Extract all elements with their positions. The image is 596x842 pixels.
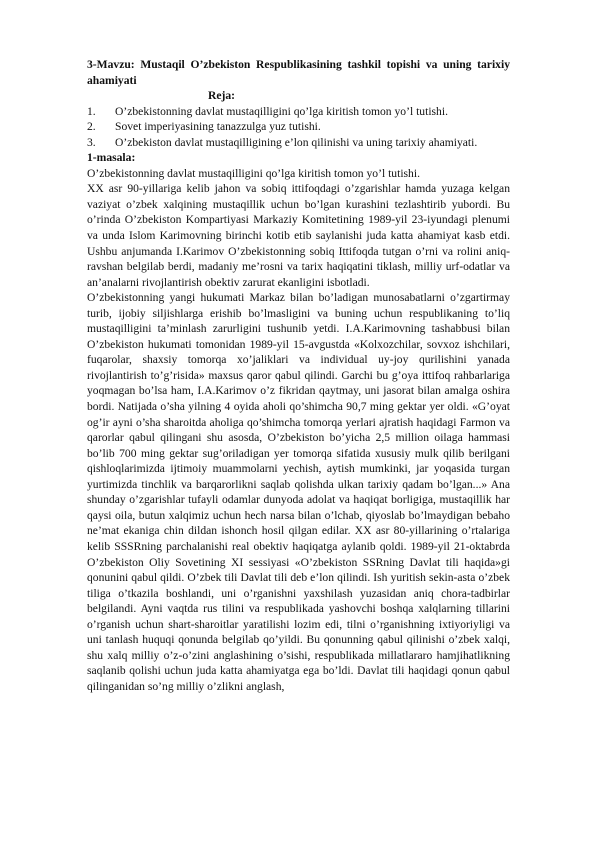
body-paragraph: O’zbekistonning yangi hukumati Markaz bilan bo’ladigan munosabatlarni o’zgartirmay turib, ijobiy siljishlarga erishib bo’lmasligini va buning uchun respublikaning to’liq mustaqilligini ta’minlash zarurligini tushunib yetdi. I.A.Karimovning tashabbusi bilan O’zbekiston hukumati tomonidan 1989-yil 15-avgustda «Kolxozchilar, sovxoz ishchilari, fuqarolar, shaxsiy tomorqa xo’jaliklari va individual uy-joy qurilishini yanada rivojlantirish to’g’risida» maxsus qaror qabul qilindi. Garchi bu g’oya ittifoq rahbarlariga yoqmagan bo’lsa ham, I.A.Karimov o’z fikridan qaytmay, uni jasorat bilan amalga oshira bordi. Natijada o’sha yilning 4 oyida aholi qo’shimcha 90,7 ming gektar yer oldi. «G’oyat og’ir ayni o’sha sharoitda aholiga qo’shimcha tomorqa yerlari ajratish haqidagi Farmon va qarorlar qabul qilingani shu asosda, O’zbekiston bo’yicha 2,5 million oilaga hammasi bo’lib 700 ming gektar sug’oriladigan yer tomorqa sifatida xususiy mulk qilib berilgani qishloqlarimizda ijtimoiy muammolarni yechish, aytish mumkinki, jar yoqasida turgan yurtimizda tinchlik va barqarorlikni saqlab qolishda ulkan tarixiy qadam bo’lgan...» Ana shunday o’zgarishlar tufayli odamlar dunyoda adolat va haqiqat borligiga, mustaqillik har qaysi oila, butun xalqimiz uchun hech narsa bilan o’lchab, qiyoslab bo’lmaydigan bebaho ne’mat ekaniga chin dildan ishonch hosil qilgan edilar. XX asr 80-yillarining o’rtalariga kelib SSSRning parchalanishi real obektiv haqiqatga aylanib qoldi. 1989-yil 21-oktabrda O’zbekiston Oliy Sovetining XI sessiyasi «O’zbekiston SSRning Davlat tili haqida»gi qonunini qabul qildi. O’zbek tili Davlat tili deb e’lon qilindi. Ish yuritish sekin-asta o’zbek tiliga o’tkazila boshlandi, uni o’rganishni yaxshilash yuzasidan aniq chora-tadbirlar belgilandi. Ayni vaqtda rus tilini va respublikada yashovchi boshqa xalqlarning tillarini o’rganish uchun shart-sharoitlar yaratilishi lozim edi, tilni o’rganishning ixtiyoriyligi va uni tanlash huquqi qonunda belgilab qo’yildi. Bu qonunning qabul qilinishi o’zbek xalqi, shu xalq milliy o’z-o’zini anglashining o’sishi, respublikada millatlararo hamjihatlikning saqlanib qolishi uchun juda katta ahamiyatga ega bo’ldi. Davlat tili haqidagi qonun qabul qilinganidan so’ng milliy o’zlikni anglash,	[87, 291, 510, 693]
plan-item	[87, 135, 510, 151]
plan-item	[87, 104, 510, 120]
section-subtitle: O’zbekistonning davlat mustaqilligini qo’lga kiritish tomon yo’l tutishi.	[87, 166, 420, 180]
section-heading: 1-masala:	[87, 151, 136, 165]
plan-item-number: 3.	[87, 135, 96, 149]
plan-item-number: 2.	[87, 120, 96, 134]
body-paragraph: XX asr 90-yillariga kelib jahon va sobiq ittifoqdagi o’zgarishlar hamda yuzaga kelgan vaziyat o’zbek xalqining mustaqillik uchun bo’lgan kurashini tezlashtirib yubordi. Bu o’rinda O’zbekiston Kompartiyasi Markaziy Komitetining 1989-yil 23-iyundagi plenumi va unda Islom Karimovning birinchi kotib etib saylanishi juda katta ahamiyat kasb etdi. Ushbu anjumanda I.Karimov O’zbekistonning sobiq Ittifoqda tutgan o’rni va rolini aniq-ravshan belgilab berdi, madaniy me’rosni va tarix haqiqatini tiklash, milliy urf-odatlar va an’analarni rivojlantirish obektiv zarurat ekanligini isbotladi.	[87, 182, 510, 289]
plan-item-text: Sovet imperiyasining tanazzulga yuz tutishi.	[115, 120, 321, 134]
document-title: 3-Mavzu: Mustaqil O’zbekiston Respublikasining tashkil topishi va uning tarixiy ahamiyati	[87, 58, 510, 87]
plan-item-text: O’zbekiston davlat mustaqilligining e’lon qilinishi va uning tarixiy ahamiyati.	[115, 135, 478, 149]
plan-item	[87, 119, 510, 135]
document-page	[87, 57, 510, 694]
plan-item-number: 1.	[87, 104, 96, 118]
plan-item-text: O’zbekistonning davlat mustaqilligini qo’lga kiritish tomon yo’l tutishi.	[115, 104, 448, 118]
plan-heading: Reja:	[208, 89, 236, 103]
